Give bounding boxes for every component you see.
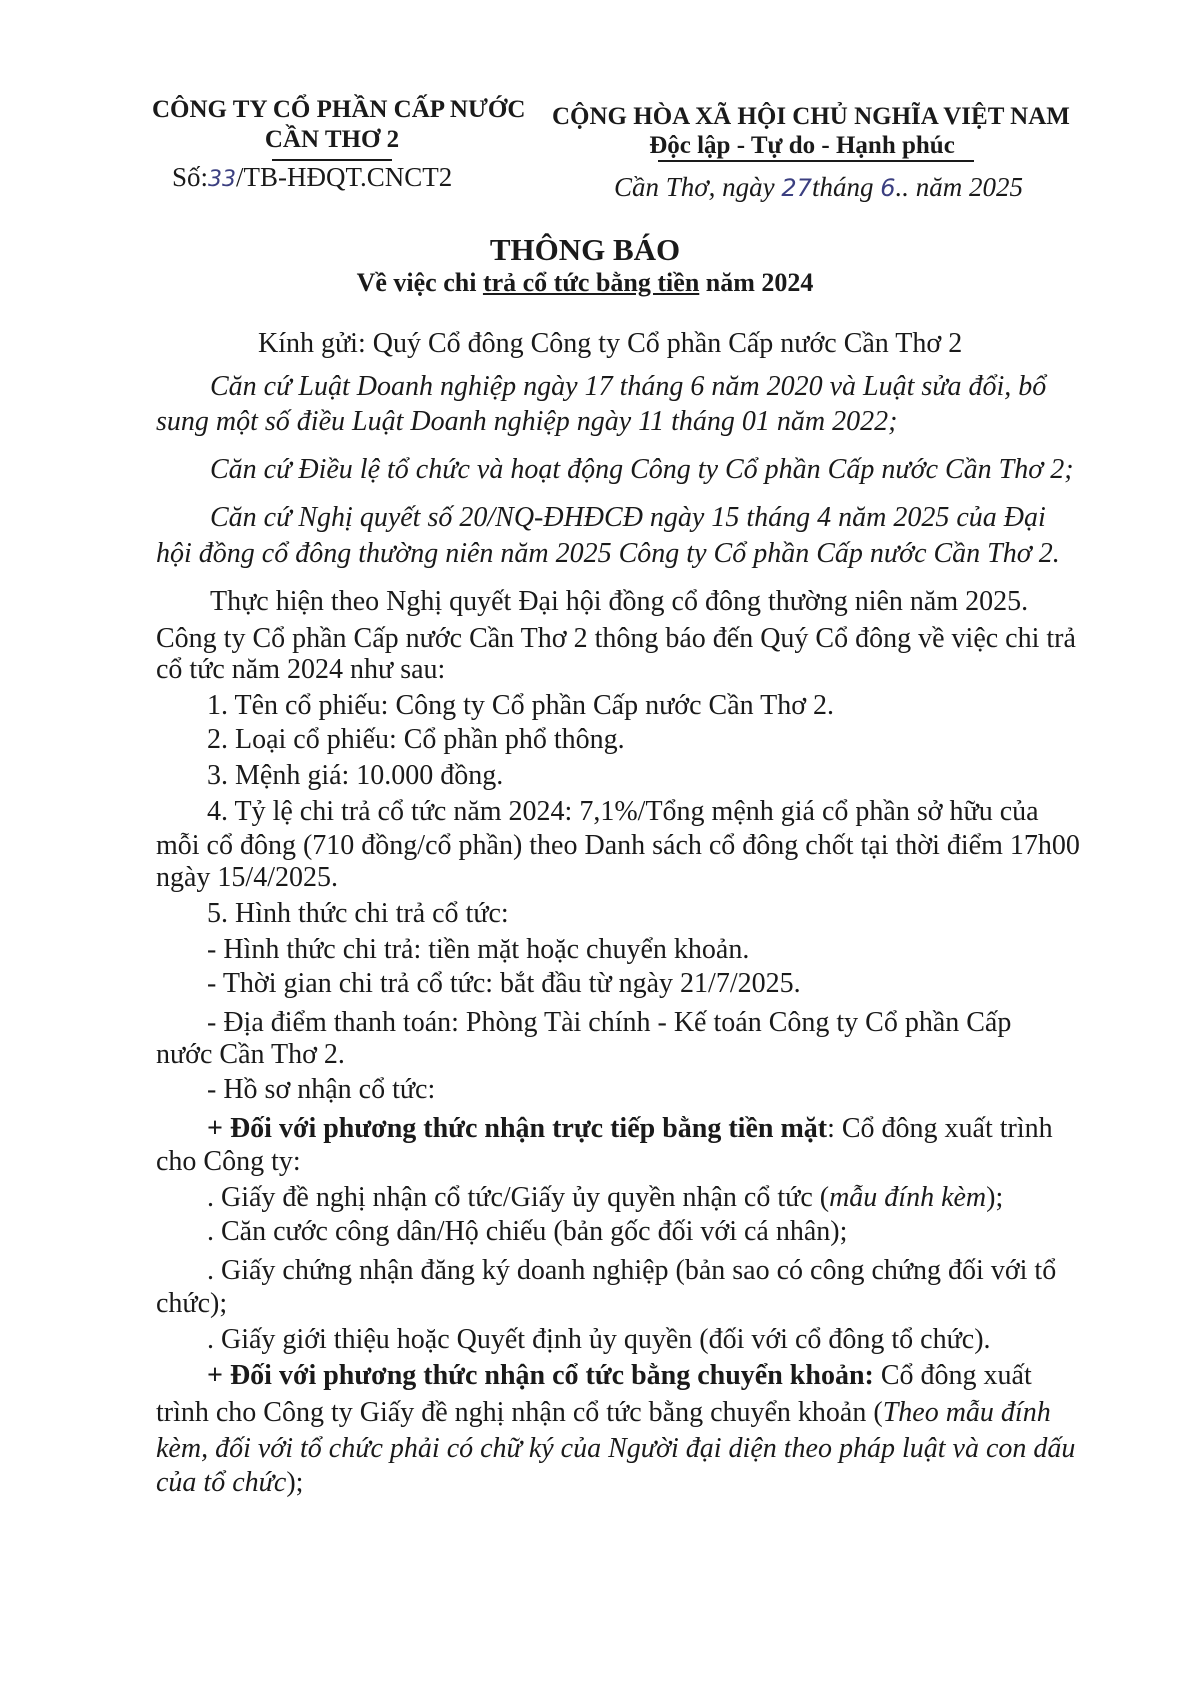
recipient: Kính gửi: Quý Cổ đông Công ty Cổ phần Cấp nước Cần Thơ 2 [258,328,963,359]
intro-line3: cổ tức năm 2024 như sau: [156,654,446,685]
cash-doc-4: . Giấy giới thiệu hoặc Quyết định ủy quyền (đối với cổ đông tổ chức). [207,1324,991,1355]
detail-payment-time: - Thời gian chi trả cổ tức: bắt đầu từ ngày 21/7/2025. [207,968,801,999]
detail-location-line2: nước Cần Thơ 2. [156,1039,345,1070]
item-5: 5. Hình thức chi trả cổ tức: [207,898,509,929]
basis-3-line1: Căn cứ Nghị quyết số 20/NQ-ĐHĐCĐ ngày 15 tháng 4 năm 2025 của Đại [210,502,1046,533]
notice-title: THÔNG BÁO [489,232,681,267]
notice-subtitle: Về việc chi trả cổ tức bằng tiền năm 2024 [356,268,814,297]
cash-method-heading: + Đối với phương thức nhận trực tiếp bằng tiền mặt: Cổ đông xuất trình [207,1113,1053,1144]
document-number: Số:33/TB-HĐQT.CNCT2 [172,162,453,192]
cash-doc-2: . Căn cước công dân/Hộ chiếu (bản gốc đối với cá nhân); [207,1216,848,1247]
subtitle-underlined: trả cổ tức bằng tiền [482,268,700,297]
cash-doc-1: . Giấy đề nghị nhận cổ tức/Giấy ủy quyền nhận cổ tức (mẫu đính kèm); [207,1182,1004,1213]
bank-method-line4: của tổ chức); [156,1467,304,1498]
company-name-line2: CẦN THƠ 2 [264,126,400,153]
detail-documents: - Hồ sơ nhận cổ tức: [207,1074,436,1105]
detail-payment-method: - Hình thức chi trả: tiền mặt hoặc chuyển khoản. [207,934,750,965]
cash-doc-3-line1: . Giấy chứng nhận đăng ký doanh nghiệp (bản sao có công chứng đối với tổ [207,1255,1057,1286]
motto-underline [658,160,974,162]
item-4-line2: mỗi cổ đông (710 đồng/cổ phần) theo Danh sách cổ đông chốt tại thời điểm 17h00 [156,830,1080,861]
item-4-line1: 4. Tỷ lệ chi trả cổ tức năm 2024: 7,1%/Tổng mệnh giá cổ phần sở hữu của [207,796,1039,827]
date-day-handwritten: 27 [781,174,812,202]
bank-method-line2: trình cho Công ty Giấy đề nghị nhận cổ tức bằng chuyển khoản (Theo mẫu đính [156,1397,1051,1428]
date-line: Cần Thơ, ngày 27tháng 6.. năm 2025 [614,172,1024,202]
bank-method-line3: kèm, đối với tổ chức phải có chữ ký của Người đại diện theo pháp luật và con dấu [156,1433,1076,1464]
basis-2: Căn cứ Điều lệ tổ chức và hoạt động Công ty Cổ phần Cấp nước Cần Thơ 2; [210,454,1074,485]
company-name [152,96,526,154]
cash-doc-3-line2: chức); [156,1288,228,1319]
item-2: 2. Loại cổ phiếu: Cổ phần phổ thông. [207,724,625,755]
nation-title: CỘNG HÒA XÃ HỘI CHỦ NGHĨA VIỆT NAM [552,103,1070,130]
cash-method-line2: cho Công ty: [156,1146,301,1177]
item-4-line3: ngày 15/4/2025. [156,862,338,893]
intro-line2: Công ty Cổ phần Cấp nước Cần Thơ 2 thông báo đến Quý Cổ đông về việc chi trả [156,623,1076,654]
item-1: 1. Tên cổ phiếu: Công ty Cổ phần Cấp nước Cần Thơ 2. [207,690,835,721]
intro-line1: Thực hiện theo Nghị quyết Đại hội đồng cổ đông thường niên năm 2025. [210,586,1029,617]
motto: Độc lập - Tự do - Hạnh phúc [649,132,955,159]
basis-1-line1: Căn cứ Luật Doanh nghiệp ngày 17 tháng 6 năm 2020 và Luật sửa đổi, bổ [210,371,1047,402]
company-name-line1: CÔNG TY CỔ PHẦN CẤP NƯỚC [152,96,526,123]
detail-location-line1: - Địa điểm thanh toán: Phòng Tài chính - Kế toán Công ty Cổ phần Cấp [207,1007,1012,1038]
basis-1-line2: sung một số điều Luật Doanh nghiệp ngày 11 tháng 01 năm 2022; [156,406,898,437]
basis-3-line2: hội đồng cổ đông thường niên năm 2025 Công ty Cổ phần Cấp nước Cần Thơ 2. [156,538,1060,569]
bank-method-heading: + Đối với phương thức nhận cổ tức bằng chuyển khoản: Cổ đông xuất [207,1360,1032,1391]
document-number-handwritten: 33 [208,167,237,192]
item-3: 3. Mệnh giá: 10.000 đồng. [207,760,504,791]
date-month-handwritten: 6 [880,174,896,202]
